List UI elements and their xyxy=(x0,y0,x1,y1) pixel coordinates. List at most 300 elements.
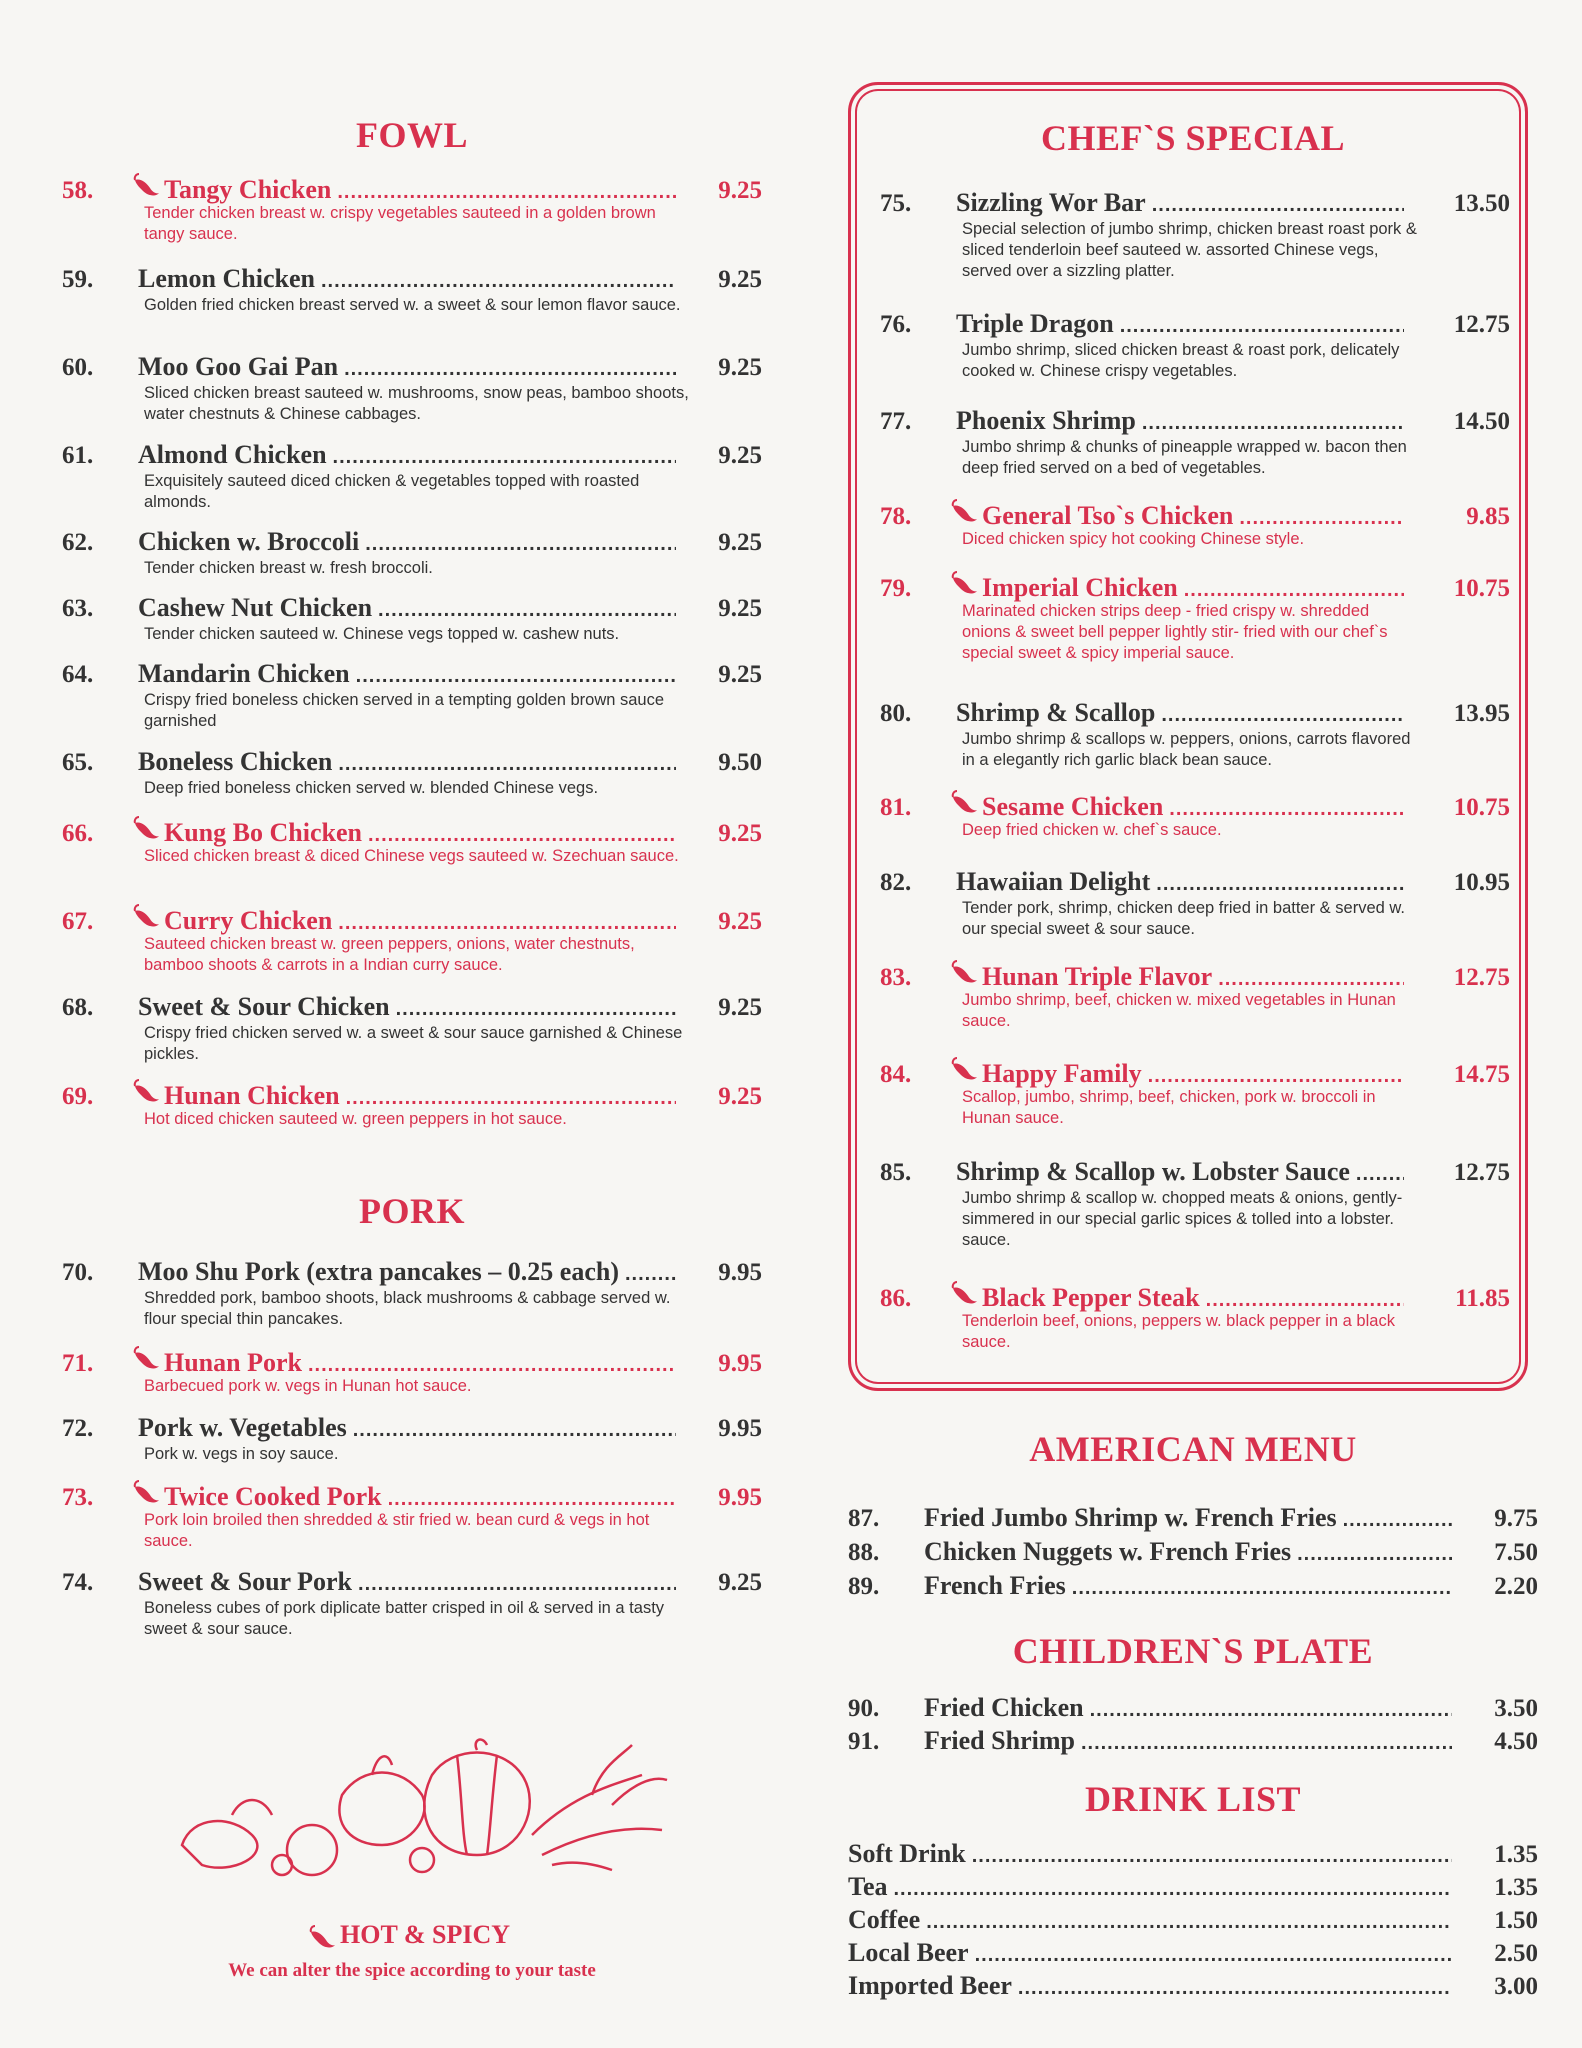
item-name xyxy=(138,1479,382,1512)
chef-item xyxy=(880,789,1510,841)
item-name xyxy=(138,903,332,936)
drinks-item xyxy=(848,1971,1538,2005)
menu-item-row xyxy=(880,309,1510,343)
item-name-text: Pork w. Vegetables xyxy=(138,1413,347,1442)
fowl-item xyxy=(62,747,762,799)
dot-leader xyxy=(1018,1977,1452,2000)
fowl-item xyxy=(62,527,762,579)
dot-leader xyxy=(378,599,676,622)
american-item xyxy=(848,1537,1538,1571)
item-name-text: Mandarin Chicken xyxy=(138,659,350,688)
dot-leader xyxy=(338,753,676,776)
item-price: 9.25 xyxy=(718,442,762,469)
dot-leader xyxy=(396,998,676,1021)
dot-leader xyxy=(1156,873,1404,896)
item-number: 63. xyxy=(62,595,94,622)
menu-item-row xyxy=(62,1413,762,1447)
item-name xyxy=(848,1938,969,1968)
dot-leader xyxy=(1148,1065,1404,1088)
chili-pepper-icon xyxy=(950,1280,978,1306)
dot-leader xyxy=(353,1419,676,1442)
menu-item-row xyxy=(880,1280,1510,1314)
item-description: Shredded pork, bamboo shoots, black mushrooms & cabbage served w. flour special thin pancakes. xyxy=(144,1289,671,1328)
item-name-text: Imperial Chicken xyxy=(982,573,1178,602)
item-price: 9.75 xyxy=(1494,1505,1538,1532)
item-name-text: Imported Beer xyxy=(848,1971,1012,2000)
menu-item-row xyxy=(848,1938,1538,1972)
item-name-text: Hunan Pork xyxy=(164,1348,302,1377)
item-name xyxy=(138,1413,347,1443)
item-number: 77. xyxy=(880,408,912,435)
item-description: Jumbo shrimp & chunks of pineapple wrapped w. bacon then deep fried served on a bed of vegetables. xyxy=(962,438,1407,477)
item-number: 85. xyxy=(880,1159,912,1186)
item-number: 88. xyxy=(848,1539,880,1566)
fowl-item xyxy=(62,903,762,976)
chef-item xyxy=(880,1280,1510,1353)
item-price: 9.85 xyxy=(1466,503,1510,530)
menu-item-row xyxy=(880,406,1510,440)
item-description: Exquisitely sauteed diced chicken & vegetables topped with roasted almonds. xyxy=(144,472,640,511)
item-name xyxy=(848,1905,920,1935)
fowl-item xyxy=(62,440,762,513)
chef-item xyxy=(880,406,1510,479)
item-price: 7.50 xyxy=(1494,1539,1538,1566)
item-name xyxy=(956,1157,1350,1187)
item-number: 76. xyxy=(880,311,912,338)
chili-pepper-icon xyxy=(950,498,978,524)
item-price: 13.95 xyxy=(1453,700,1510,727)
item-number: 74. xyxy=(62,1569,94,1596)
item-name-text: French Fries xyxy=(924,1571,1066,1600)
item-description: Hot diced chicken sauteed w. green peppers in hot sauce. xyxy=(144,1110,567,1128)
dot-leader xyxy=(1239,507,1404,530)
item-description: Scallop, jumbo, shrimp, beef, chicken, pork w. broccoli in Hunan sauce. xyxy=(962,1088,1376,1127)
item-price: 1.35 xyxy=(1494,1874,1538,1901)
item-price: 14.75 xyxy=(1453,1061,1510,1088)
item-description: Golden fried chicken breast served w. a sweet & sour lemon flavor sauce. xyxy=(144,296,681,314)
item-description: Barbecued pork w. vegs in Hunan hot sauce. xyxy=(144,1377,472,1395)
dot-leader xyxy=(368,824,676,847)
dot-leader xyxy=(1218,968,1404,991)
menu-item-row xyxy=(848,1839,1538,1873)
item-price: 9.25 xyxy=(718,266,762,293)
dot-leader xyxy=(346,1087,676,1110)
dot-leader xyxy=(308,1354,676,1377)
item-name-text: Tea xyxy=(848,1872,888,1901)
item-name xyxy=(138,1257,619,1287)
menu-item-row xyxy=(880,570,1510,604)
item-name xyxy=(138,1078,340,1111)
item-name-text: Shrimp & Scallop xyxy=(956,698,1156,727)
item-name-text: Triple Dragon xyxy=(956,309,1114,338)
item-name xyxy=(956,406,1136,436)
menu-item-row xyxy=(880,1157,1510,1191)
dot-leader xyxy=(926,1911,1452,1934)
item-number: 81. xyxy=(880,794,912,821)
chef-item xyxy=(880,309,1510,382)
item-name-text: Hunan Chicken xyxy=(164,1081,340,1110)
dot-leader xyxy=(1206,1289,1404,1312)
item-name-text: General Tso`s Chicken xyxy=(982,501,1234,530)
fowl-item xyxy=(62,593,762,645)
american-item xyxy=(848,1571,1538,1605)
fowl-item xyxy=(62,264,762,316)
chef-item xyxy=(880,570,1510,664)
dot-leader xyxy=(344,358,676,381)
menu-item-row xyxy=(62,593,762,627)
dot-leader xyxy=(1072,1577,1452,1600)
item-number: 70. xyxy=(62,1259,94,1286)
item-name xyxy=(956,959,1212,992)
item-number: 79. xyxy=(880,575,912,602)
menu-item-row xyxy=(62,172,762,206)
item-name xyxy=(924,1571,1066,1601)
item-price: 9.25 xyxy=(718,595,762,622)
item-name xyxy=(138,1567,352,1597)
item-price: 9.25 xyxy=(718,994,762,1021)
item-price: 9.25 xyxy=(718,1083,762,1110)
fowl-heading: FOWL xyxy=(355,115,468,155)
item-description: Tender chicken breast w. crispy vegetables sauteed in a golden brown tangy sauce. xyxy=(144,204,656,243)
item-description: Jumbo shrimp, beef, chicken w. mixed vegetables in Hunan sauce. xyxy=(962,991,1396,1030)
pork-item xyxy=(62,1479,762,1552)
item-name xyxy=(848,1872,888,1902)
item-description: Sliced chicken breast & diced Chinese vegs sauteed w. Szechuan sauce. xyxy=(144,847,679,865)
item-number: 86. xyxy=(880,1285,912,1312)
fowl-item xyxy=(62,659,762,732)
item-price: 2.20 xyxy=(1494,1573,1538,1600)
menu-item-row xyxy=(880,698,1510,732)
dot-leader xyxy=(1090,1699,1452,1722)
item-number: 61. xyxy=(62,442,94,469)
fowl-item xyxy=(62,815,762,867)
item-number: 89. xyxy=(848,1573,880,1600)
item-name xyxy=(138,747,332,777)
hot-spicy-legend xyxy=(62,1920,762,1982)
item-number: 58. xyxy=(62,177,94,204)
item-name-text: Tangy Chicken xyxy=(164,175,332,204)
dot-leader xyxy=(975,1944,1452,1967)
item-price: 9.25 xyxy=(718,820,762,847)
item-price: 10.75 xyxy=(1453,794,1510,821)
item-description: Jumbo shrimp & scallop w. chopped meats & onions, gently- simmered in our special garlic spices & tolled into a lobster. sauce. xyxy=(962,1189,1403,1249)
dot-leader xyxy=(1297,1543,1452,1566)
item-description: Crispy fried boneless chicken served in a tempting golden brown sauce garnished xyxy=(144,691,665,730)
drinks-item xyxy=(848,1872,1538,1906)
item-price: 9.25 xyxy=(718,529,762,556)
dot-leader xyxy=(365,533,676,556)
item-name-text: Shrimp & Scallop w. Lobster Sauce xyxy=(956,1157,1350,1186)
item-description: Diced chicken spicy hot cooking Chinese style. xyxy=(962,530,1305,548)
item-name xyxy=(956,188,1146,218)
menu-item-row xyxy=(848,1571,1538,1605)
item-name xyxy=(138,593,372,623)
menu-item-row xyxy=(848,1872,1538,1906)
chef-item xyxy=(880,698,1510,771)
dot-leader xyxy=(1120,315,1404,338)
item-price: 9.95 xyxy=(718,1484,762,1511)
item-description: Deep fried chicken w. chef`s sauce. xyxy=(962,821,1222,839)
item-name-text: Coffee xyxy=(848,1905,921,1934)
item-name-text: Black Pepper Steak xyxy=(982,1283,1200,1312)
chef-item xyxy=(880,1157,1510,1251)
item-number: 84. xyxy=(880,1061,912,1088)
menu-item-row xyxy=(62,1078,762,1112)
item-number: 80. xyxy=(880,700,912,727)
item-price: 9.25 xyxy=(718,177,762,204)
chili-pepper-icon xyxy=(132,903,160,929)
menu-item-row xyxy=(848,1503,1538,1537)
american-menu-heading: AMERICAN MENU xyxy=(1029,1429,1357,1469)
item-description: Jumbo shrimp & scallops w. peppers, onions, carrots flavored in a elegantly rich garlic black bean sauce. xyxy=(962,730,1411,769)
item-price: 4.50 xyxy=(1494,1728,1538,1755)
item-price: 9.25 xyxy=(718,354,762,381)
item-name-text: Cashew Nut Chicken xyxy=(138,593,373,622)
dot-leader xyxy=(625,1263,676,1286)
chef-item xyxy=(880,1056,1510,1129)
children-item xyxy=(848,1693,1538,1727)
dot-leader xyxy=(321,270,676,293)
item-name xyxy=(138,992,390,1022)
item-name-text: Hunan Triple Flavor xyxy=(982,962,1213,991)
item-name xyxy=(138,264,315,294)
item-name xyxy=(138,440,327,470)
chili-pepper-icon xyxy=(950,789,978,815)
item-name-text: Almond Chicken xyxy=(138,440,327,469)
menu-item-row xyxy=(880,959,1510,993)
item-name-text: Soft Drink xyxy=(848,1839,966,1868)
item-number: 59. xyxy=(62,266,94,293)
dot-leader xyxy=(356,665,676,688)
item-description: Marinated chicken strips deep - fried crispy w. shredded onions & sweet bell pepper lightly stir- fried with our chef`s special sweet & spicy imperial sauce. xyxy=(962,602,1388,662)
item-name-text: Local Beer xyxy=(848,1938,969,1967)
item-name-text: Lemon Chicken xyxy=(138,264,315,293)
item-description: Tenderloin beef, onions, peppers w. black pepper in a black sauce. xyxy=(962,1312,1395,1351)
item-description: Special selection of jumbo shrimp, chicken breast roast pork & sliced tenderloin beef sauteed w. assorted Chinese vegs, served over a sizzling platter. xyxy=(962,220,1417,280)
menu-item-row xyxy=(62,903,762,937)
menu-item-row xyxy=(848,1905,1538,1939)
item-number: 90. xyxy=(848,1695,880,1722)
dot-leader xyxy=(972,1845,1452,1868)
chili-pepper-icon xyxy=(132,1078,160,1104)
menu-item-row xyxy=(848,1971,1538,2005)
dot-leader xyxy=(1142,412,1404,435)
item-name-text: Kung Bo Chicken xyxy=(164,818,362,847)
item-name xyxy=(956,309,1114,339)
pork-item xyxy=(62,1257,762,1330)
item-name-text: Moo Goo Gai Pan xyxy=(138,352,339,381)
item-price: 9.95 xyxy=(718,1350,762,1377)
pork-item xyxy=(62,1413,762,1465)
menu-item-row xyxy=(62,440,762,474)
menu-item-row xyxy=(62,747,762,781)
dot-leader xyxy=(894,1878,1453,1901)
item-price: 3.50 xyxy=(1494,1695,1538,1722)
item-name-text: Phoenix Shrimp xyxy=(956,406,1136,435)
item-price: 10.75 xyxy=(1453,575,1510,602)
item-name-text: Fried Jumbo Shrimp w. French Fries xyxy=(924,1503,1337,1532)
item-description: Sliced chicken breast sauteed w. mushrooms, snow peas, bamboo shoots, water chestnuts & Chinese cabbages. xyxy=(144,384,689,423)
item-number: 71. xyxy=(62,1350,94,1377)
pork-item xyxy=(62,1345,762,1397)
item-name xyxy=(848,1971,1012,2001)
item-name xyxy=(956,570,1178,603)
menu-item-row xyxy=(62,1479,762,1513)
item-description: Tender chicken breast w. fresh broccoli. xyxy=(144,559,433,577)
fowl-item xyxy=(62,172,762,245)
item-price: 9.95 xyxy=(718,1415,762,1442)
item-name xyxy=(956,867,1150,897)
item-price: 11.85 xyxy=(1455,1285,1510,1312)
item-name-text: Moo Shu Pork (extra pancakes – 0.25 each) xyxy=(138,1257,619,1286)
item-name xyxy=(138,659,350,689)
hot-spicy-subtitle: We can alter the spice according to your taste xyxy=(228,1960,596,1982)
dot-leader xyxy=(1152,194,1404,217)
dot-leader xyxy=(388,1488,676,1511)
pork-heading: PORK xyxy=(359,1191,465,1231)
item-description: Tender pork, shrimp, chicken deep fried in batter & served w. our special sweet & sour sauce. xyxy=(962,899,1405,938)
fowl-item xyxy=(62,1078,762,1130)
item-name xyxy=(848,1839,966,1869)
item-number: 82. xyxy=(880,869,912,896)
menu-item-row xyxy=(880,498,1510,532)
dot-leader xyxy=(338,912,676,935)
item-number: 78. xyxy=(880,503,912,530)
fowl-item xyxy=(62,992,762,1065)
menu-item-row xyxy=(62,815,762,849)
item-price: 1.50 xyxy=(1494,1907,1538,1934)
item-name xyxy=(138,352,338,382)
item-price: 12.75 xyxy=(1453,964,1510,991)
item-name-text: Curry Chicken xyxy=(164,906,333,935)
item-name-text: Boneless Chicken xyxy=(138,747,333,776)
dot-leader xyxy=(1161,704,1404,727)
menu-item-row xyxy=(62,264,762,298)
item-number: 73. xyxy=(62,1484,94,1511)
drinks-item xyxy=(848,1905,1538,1939)
item-name-text: Hawaiian Delight xyxy=(956,867,1151,896)
item-number: 87. xyxy=(848,1505,880,1532)
dot-leader xyxy=(337,181,676,204)
childrens-plate-heading: CHILDREN`S PLATE xyxy=(1012,1631,1374,1671)
menu-item-row xyxy=(62,1567,762,1601)
chili-pepper-icon xyxy=(950,570,978,596)
item-name-text: Fried Chicken xyxy=(924,1693,1084,1722)
item-number: 83. xyxy=(880,964,912,991)
item-name xyxy=(138,815,362,848)
item-price: 9.25 xyxy=(718,908,762,935)
item-name xyxy=(138,1345,302,1378)
children-item xyxy=(848,1726,1538,1760)
dot-leader xyxy=(358,1573,676,1596)
item-name xyxy=(956,698,1155,728)
drink-list-heading: DRINK LIST xyxy=(1084,1779,1302,1819)
item-name-text: Fried Shrimp xyxy=(924,1726,1075,1755)
item-name xyxy=(956,1280,1200,1313)
item-price: 9.95 xyxy=(718,1259,762,1286)
item-name-text: Happy Family xyxy=(982,1059,1142,1088)
item-price: 12.75 xyxy=(1453,311,1510,338)
item-number: 91. xyxy=(848,1728,880,1755)
chef-item xyxy=(880,498,1510,550)
item-name-text: Sweet & Sour Pork xyxy=(138,1567,353,1596)
item-price: 2.50 xyxy=(1494,1940,1538,1967)
item-number: 64. xyxy=(62,661,94,688)
item-name xyxy=(924,1726,1075,1756)
item-description: Pork loin broiled then shredded & stir fried w. bean curd & vegs in hot sauce. xyxy=(144,1511,650,1550)
item-name-text: Twice Cooked Pork xyxy=(164,1482,382,1511)
item-name-text: Sweet & Sour Chicken xyxy=(138,992,390,1021)
menu-item-row xyxy=(880,789,1510,823)
menu-item-row xyxy=(848,1693,1538,1727)
hot-spicy-title: HOT & SPICY xyxy=(340,1920,510,1949)
dot-leader xyxy=(1169,798,1404,821)
item-price: 10.95 xyxy=(1453,869,1510,896)
menu-item-row xyxy=(62,527,762,561)
item-number: 66. xyxy=(62,820,94,847)
item-name xyxy=(956,1056,1142,1089)
item-description: Boneless cubes of pork diplicate batter crisped in oil & served in a tasty sweet & sour sauce. xyxy=(144,1599,665,1638)
item-number: 62. xyxy=(62,529,94,556)
item-number: 72. xyxy=(62,1415,94,1442)
menu-item-row xyxy=(62,992,762,1026)
item-number: 67. xyxy=(62,908,94,935)
menu-item-row xyxy=(62,1345,762,1379)
item-name-text: Chicken w. Broccoli xyxy=(138,527,360,556)
menu-item-row xyxy=(848,1537,1538,1571)
menu-item-row xyxy=(880,867,1510,901)
item-number: 68. xyxy=(62,994,94,1021)
item-number: 69. xyxy=(62,1083,94,1110)
dot-leader xyxy=(1184,579,1404,602)
menu-item-row xyxy=(880,188,1510,222)
item-description: Pork w. vegs in soy sauce. xyxy=(144,1445,339,1463)
dot-leader xyxy=(1356,1163,1404,1186)
fowl-item xyxy=(62,352,762,425)
chef-special-heading: CHEF`S SPECIAL xyxy=(1040,118,1346,158)
chili-pepper-icon xyxy=(950,1056,978,1082)
item-price: 1.35 xyxy=(1494,1841,1538,1868)
item-number: 65. xyxy=(62,749,94,776)
dot-leader xyxy=(1343,1509,1452,1532)
item-price: 12.75 xyxy=(1453,1159,1510,1186)
chili-pepper-icon xyxy=(132,172,160,198)
item-number: 60. xyxy=(62,354,94,381)
drinks-item xyxy=(848,1938,1538,1972)
item-price: 9.50 xyxy=(718,749,762,776)
item-number: 75. xyxy=(880,190,912,217)
menu-item-row xyxy=(62,352,762,386)
item-name xyxy=(138,527,359,557)
chef-item xyxy=(880,867,1510,940)
item-price: 13.50 xyxy=(1453,190,1510,217)
menu-item-row xyxy=(848,1726,1538,1760)
menu-item-row xyxy=(62,659,762,693)
item-description: Deep fried boneless chicken served w. blended Chinese vegs. xyxy=(144,779,599,797)
item-description: Sauteed chicken breast w. green peppers, onions, water chestnuts, bamboo shoots & carrots in a Indian curry sauce. xyxy=(144,935,635,974)
menu-item-row xyxy=(880,1056,1510,1090)
pork-item xyxy=(62,1567,762,1640)
item-name xyxy=(956,498,1233,531)
item-description: Crispy fried chicken served w. a sweet & sour sauce garnished & Chinese pickles. xyxy=(144,1024,683,1063)
item-name xyxy=(924,1503,1337,1533)
chili-pepper-icon xyxy=(950,959,978,985)
chef-item xyxy=(880,188,1510,282)
chili-pepper-icon xyxy=(132,1479,160,1505)
drinks-item xyxy=(848,1839,1538,1873)
item-price: 9.25 xyxy=(718,661,762,688)
item-description: Tender chicken sauteed w. Chinese vegs topped w. cashew nuts. xyxy=(144,625,620,643)
